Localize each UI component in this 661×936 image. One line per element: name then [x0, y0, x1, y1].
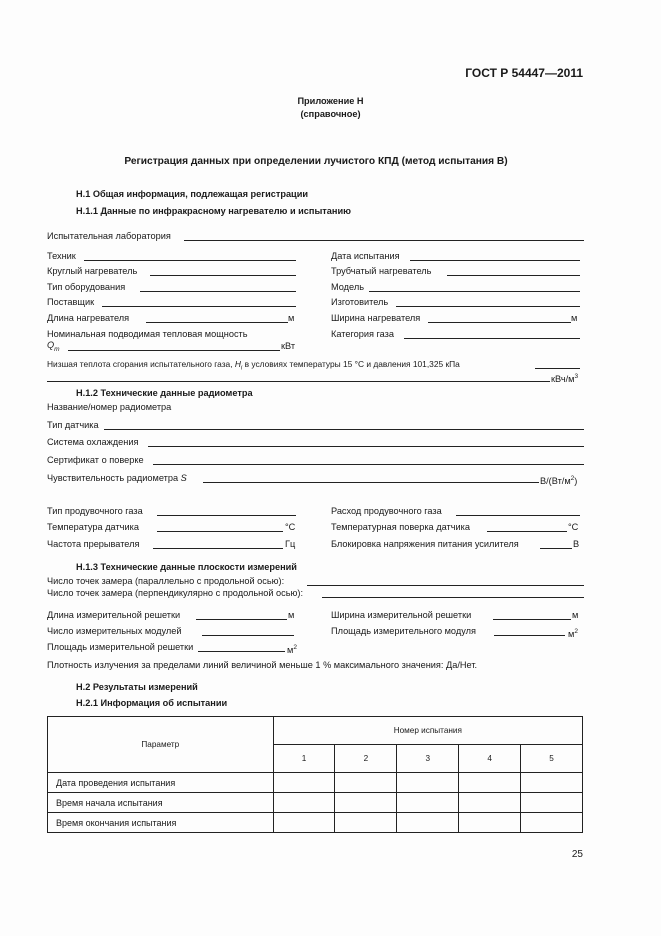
amp-lock-field[interactable]: [540, 548, 572, 549]
table-cell[interactable]: [335, 793, 397, 813]
param-header: Параметр: [48, 717, 274, 773]
cooling-field[interactable]: [148, 446, 584, 447]
table-cell[interactable]: [521, 813, 583, 833]
section-h2: Н.2 Результаты измерений: [76, 682, 198, 692]
module-count-field[interactable]: [202, 635, 294, 636]
test-number-header: Номер испытания: [273, 717, 582, 745]
sensor-temp-label: Температура датчика: [47, 522, 139, 532]
test-date-label: Дата испытания: [331, 251, 400, 261]
sensitivity-unit: $В/(Вт/м^2)$: [540, 475, 578, 487]
table-cell[interactable]: [397, 773, 459, 793]
page-number: 25: [571, 849, 583, 860]
nominal-power-field[interactable]: [68, 350, 280, 351]
grid-width-unit: м: [572, 610, 579, 620]
sensitivity-field[interactable]: [203, 482, 539, 483]
certificate-field[interactable]: [153, 464, 584, 465]
main-title: Регистрация данных при определении лучистого КПД (метод испытания В): [124, 156, 508, 167]
table-cell[interactable]: [459, 793, 521, 813]
technician-field[interactable]: [84, 260, 296, 261]
module-area-field[interactable]: [494, 635, 565, 636]
heater-length-unit: м: [288, 313, 295, 323]
q-symbol: $Q_m$: [47, 340, 60, 353]
purge-flow-field[interactable]: [456, 515, 580, 516]
gas-category-label: Категория газа: [331, 329, 394, 339]
sensor-type-label: Тип датчика: [47, 420, 99, 430]
document-code: ГОСТ Р 54447—2011: [465, 66, 583, 80]
grid-width-label: Ширина измерительной решетки: [331, 610, 472, 620]
table-cell[interactable]: [335, 773, 397, 793]
nominal-power-label: Номинальная подводимая тепловая мощность: [47, 329, 248, 339]
heat-value-label: Низшая теплота сгорания испытательного газа, $H_i$ в условиях температуры 15 °С и давления 101,325 кПа: [47, 359, 460, 372]
tube-heater-label: Трубчатый нагреватель: [331, 266, 432, 276]
table-cell[interactable]: [273, 793, 335, 813]
amp-lock-unit: В: [573, 539, 580, 549]
certificate-label: Сертификат о поверке: [47, 455, 144, 465]
amp-lock-label: Блокировка напряжения питания усилителя: [331, 539, 519, 549]
grid-length-unit: м: [288, 610, 295, 620]
sensor-type-field[interactable]: [104, 429, 584, 430]
surface-temp-label: Температурная поверка датчика: [331, 522, 470, 532]
manufacturer-label: Изготовитель: [331, 297, 389, 307]
table-cell[interactable]: [273, 813, 335, 833]
purge-flow-label: Расход продувочного газа: [331, 506, 442, 516]
heater-length-label: Длина нагревателя: [47, 313, 130, 323]
purge-gas-label: Тип продувочного газа: [47, 506, 143, 516]
cooling-label: Система охлаждения: [47, 437, 139, 447]
row-label-test-date: Дата проведения испытания: [48, 773, 274, 793]
grid-width-field[interactable]: [493, 619, 571, 620]
test-number-3: 3: [397, 745, 459, 773]
supplier-label: Поставщик: [47, 297, 95, 307]
surface-temp-field[interactable]: [487, 531, 567, 532]
equipment-type-label: Тип оборудования: [47, 282, 126, 292]
table-cell[interactable]: [521, 793, 583, 813]
test-number-2: 2: [335, 745, 397, 773]
section-h1-3: Н.1.3 Технические данные плоскости измерений: [76, 562, 297, 572]
grid-length-label: Длина измерительной решетки: [47, 610, 181, 620]
grid-area-unit: $м^2$: [287, 644, 297, 656]
chopper-freq-field[interactable]: [153, 548, 283, 549]
technician-label: Техник: [47, 251, 76, 261]
purge-gas-field[interactable]: [157, 515, 296, 516]
table-cell[interactable]: [459, 813, 521, 833]
lab-field[interactable]: [184, 240, 584, 241]
surface-temp-unit: °С: [568, 522, 579, 532]
table-cell[interactable]: [459, 773, 521, 793]
row-label-start-time: Время начала испытания: [48, 793, 274, 813]
table-row: [48, 793, 583, 813]
grid-area-field[interactable]: [198, 651, 285, 652]
table-cell[interactable]: [521, 773, 583, 793]
table-cell[interactable]: [335, 813, 397, 833]
density-note: Плотность излучения за пределами линий величиной меньше 1 % максимального значения: Да/Нет.: [47, 660, 478, 670]
section-h2-1: Н.2.1 Информация об испытании: [76, 698, 228, 708]
appendix-title: Приложение Н: [297, 96, 364, 106]
model-field[interactable]: [369, 291, 580, 292]
test-info-table: [47, 716, 583, 833]
test-number-4: 4: [459, 745, 521, 773]
tube-heater-field[interactable]: [447, 275, 580, 276]
test-number-1: 1: [273, 745, 335, 773]
table-cell[interactable]: [397, 793, 459, 813]
section-h1-1: Н.1.1 Данные по инфракрасному нагревателю и испытанию: [76, 206, 351, 216]
grid-area-label: Площадь измерительной решетки: [47, 642, 194, 652]
section-h1: Н.1 Общая информация, подлежащая регистрации: [76, 189, 308, 199]
heat-value-field-2[interactable]: [47, 381, 550, 382]
chopper-freq-label: Частота прерывателя: [47, 539, 140, 549]
round-heater-label: Круглый нагреватель: [47, 266, 138, 276]
heat-value-field-1[interactable]: [535, 368, 580, 369]
row-label-end-time: Время окончания испытания: [48, 813, 274, 833]
equipment-type-field[interactable]: [140, 291, 296, 292]
manufacturer-field[interactable]: [396, 306, 580, 307]
round-heater-field[interactable]: [150, 275, 296, 276]
sensitivity-label: Чувствительность радиометра S: [47, 473, 187, 483]
points-parallel-field[interactable]: [307, 585, 584, 586]
heater-width-label: Ширина нагревателя: [331, 313, 421, 323]
table-row: [48, 813, 583, 833]
nominal-power-unit: кВт: [281, 341, 296, 351]
chopper-freq-unit: Гц: [285, 539, 296, 549]
section-h1-2: Н.1.2 Технические данные радиометра: [76, 388, 253, 398]
module-area-unit: $м^2$: [568, 628, 578, 640]
radiometer-name-label: Название/номер радиометра: [47, 402, 172, 412]
heater-length-field[interactable]: [146, 322, 288, 323]
grid-length-field[interactable]: [196, 619, 287, 620]
lab-label: Испытательная лаборатория: [47, 231, 171, 241]
heat-value-unit: кВч/$м^3$: [551, 373, 579, 385]
module-count-label: Число измерительных модулей: [47, 626, 182, 636]
points-perp-field[interactable]: [322, 597, 584, 598]
table-cell[interactable]: [397, 813, 459, 833]
table-cell[interactable]: [273, 773, 335, 793]
heater-width-unit: м: [571, 313, 578, 323]
table-row: [48, 773, 583, 793]
sensor-temp-field[interactable]: [157, 531, 283, 532]
module-area-label: Площадь измерительного модуля: [331, 626, 476, 636]
appendix-subtitle: (справочное): [300, 109, 361, 119]
supplier-field[interactable]: [102, 306, 296, 307]
test-date-field[interactable]: [410, 260, 580, 261]
points-parallel-label: Число точек замера (параллельно с продольной осью):: [47, 576, 285, 586]
test-number-5: 5: [521, 745, 583, 773]
gas-category-field[interactable]: [404, 338, 580, 339]
model-label: Модель: [331, 282, 364, 292]
sensor-temp-unit: °С: [285, 522, 296, 532]
heater-width-field[interactable]: [428, 322, 571, 323]
points-perp-label: Число точек замера (перпендикулярно с продольной осью):: [47, 588, 303, 598]
